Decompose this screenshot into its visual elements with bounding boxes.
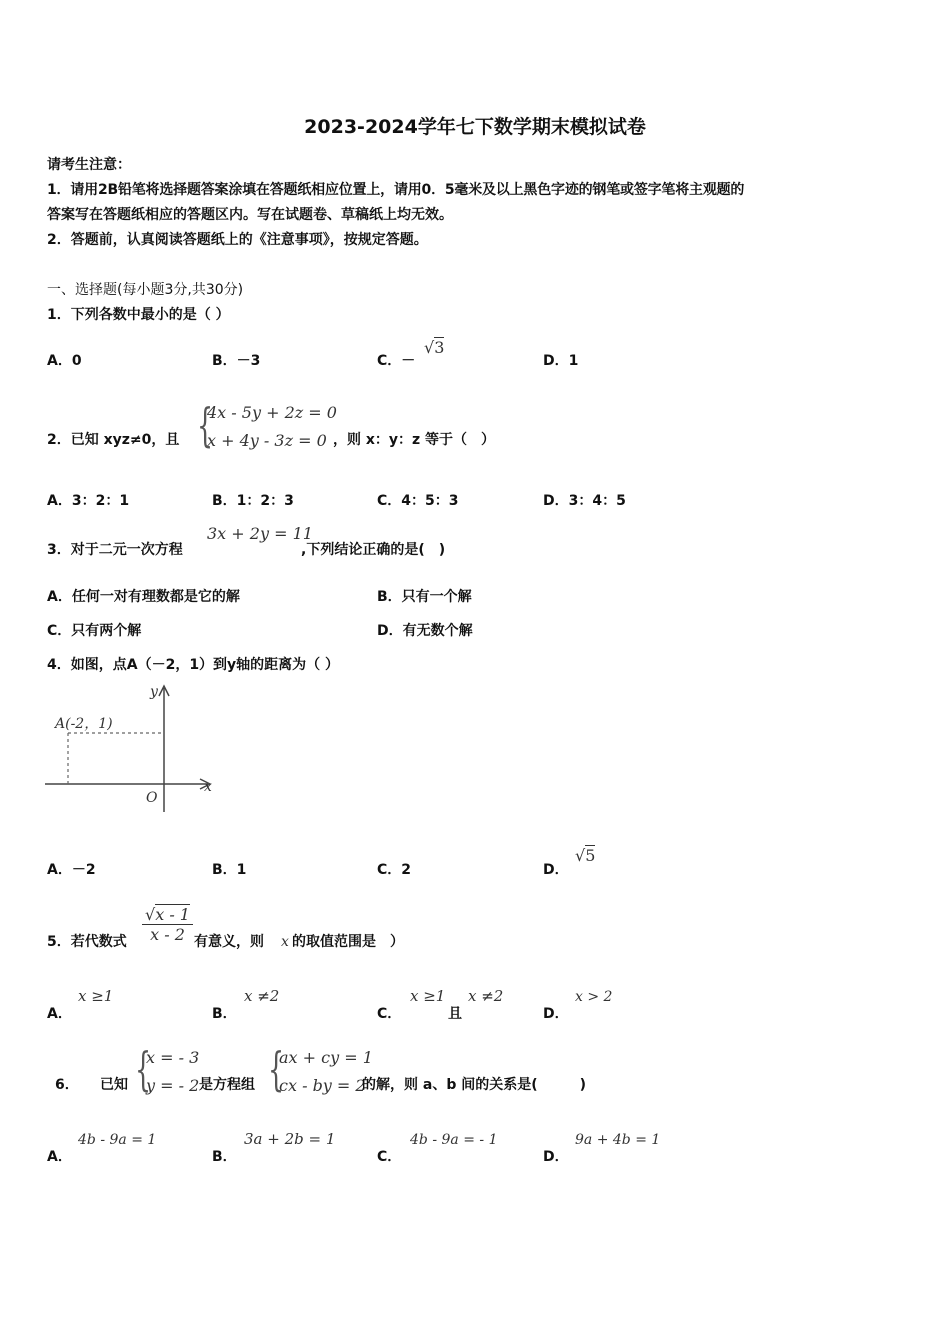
q2-equation-1: 4x - 5y + 2z = 0 (207, 403, 337, 422)
q5-variable: x (281, 934, 289, 950)
question-2-prefix: 2．已知 xyz≠0，且 (47, 432, 180, 448)
x-axis-label: x (204, 779, 212, 795)
q4-option-b: B．1 (212, 862, 247, 878)
q4-coordinate-figure (40, 678, 225, 818)
q3-option-d: D．有无数个解 (377, 623, 473, 639)
notice-line-3: 2．答题前，认真阅读答题纸上的《注意事项》，按规定答题。 (47, 232, 428, 248)
q5-option-c-and: 且 (448, 1006, 462, 1022)
question-5-prefix: 5．若代数式 (47, 934, 127, 950)
q5-option-d-label: D． (543, 1006, 569, 1022)
q5-numerator: √x - 1 (142, 905, 193, 925)
question-6-suffix: 的解，则 a、b 间的关系是( ) (362, 1077, 587, 1093)
q6-option-a-label: A． (47, 1149, 72, 1165)
q5-option-c-label: C． (377, 1006, 402, 1022)
q6-option-d: 9a + 4b = 1 (575, 1132, 661, 1148)
q5-option-c-part-2: x ≠2 (468, 987, 504, 1005)
question-3-suffix: ,下列结论正确的是( ) (301, 542, 446, 558)
q6-solution-x: x = - 3 (146, 1048, 200, 1067)
q2-equation-2: x + 4y - 3z = 0 (207, 431, 327, 450)
q5-option-a-label: A． (47, 1006, 72, 1022)
q2-option-b: B．1：2：3 (212, 493, 294, 509)
question-5-mid: 有意义，则 (194, 934, 264, 950)
origin-label: O (146, 790, 158, 806)
q5-numerator-radicand: x - 1 (155, 905, 190, 924)
question-6-prefix: 已知 (100, 1077, 128, 1093)
section-heading: 一、选择题(每小题3分,共30分) (47, 282, 244, 298)
q6-option-b: 3a + 2b = 1 (244, 1130, 336, 1148)
notice-heading: 请考生注意： (47, 157, 131, 173)
q5-option-b-label: B． (212, 1006, 237, 1022)
question-1-stem: 1．下列各数中最小的是（ ） (47, 307, 230, 323)
q6-system-eq-1: ax + cy = 1 (279, 1048, 373, 1067)
question-5-suffix: 的取值范围是 ） (292, 934, 404, 950)
q1-option-b: B．－3 (212, 353, 261, 369)
q5-option-d: x > 2 (575, 989, 613, 1005)
q6-solution-y: y = - 2 (146, 1076, 200, 1095)
q5-fraction (142, 905, 193, 944)
q4-option-d-sqrt: √5 (575, 846, 596, 865)
q6-option-c: 4b - 9a = - 1 (410, 1132, 498, 1148)
q5-option-a: x ≥1 (78, 987, 114, 1005)
q1-option-c: C．－ (377, 353, 416, 369)
q3-option-c: C．只有两个解 (47, 623, 142, 639)
question-2-suffix: ，则 x：y：z 等于（ ） (333, 432, 496, 448)
question-6-mid: 是方程组 (199, 1077, 255, 1093)
point-a-label: A(-2，1) (55, 716, 113, 732)
q5-option-c-part-1: x ≥1 (410, 987, 446, 1005)
q4-option-d: D． (543, 862, 569, 878)
y-axis-label: y (150, 684, 158, 700)
q4-option-c: C．2 (377, 862, 412, 878)
q2-option-d: D．3：4：5 (543, 493, 626, 509)
q6-system-eq-2: cx - by = 2 (279, 1076, 366, 1095)
q2-brace: { (197, 398, 214, 452)
question-3-prefix: 3．对于二元一次方程 (47, 542, 183, 558)
q1-option-d: D．1 (543, 353, 579, 369)
q6-option-d-label: D． (543, 1149, 569, 1165)
q4-option-a: A．－2 (47, 862, 96, 878)
q5-option-b: x ≠2 (244, 987, 280, 1005)
question-6-number: 6． (55, 1077, 79, 1093)
q2-option-a: A．3：2：1 (47, 493, 130, 509)
page-title: 2023-2024学年七下数学期末模拟试卷 (304, 116, 646, 138)
q6-solution-brace: { (135, 1042, 152, 1096)
q3-option-b: B．只有一个解 (377, 589, 472, 605)
q4-option-d-radicand: 5 (585, 846, 596, 865)
q6-system-brace: { (268, 1042, 285, 1096)
q3-option-a: A．任何一对有理数都是它的解 (47, 589, 240, 605)
question-4-stem: 4．如图，点A（－2，1）到y轴的距离为（ ） (47, 657, 340, 673)
notice-line-1: 1．请用2B铅笔将选择题答案涂填在答题纸相应位置上，请用0．5毫米及以上黑色字迹的钢笔或签字笔将主观题的 (47, 182, 745, 198)
q2-option-c: C．4：5：3 (377, 493, 459, 509)
q1-option-c-radicand: 3 (434, 338, 445, 357)
q3-equation: 3x + 2y = 11 (207, 524, 313, 543)
q1-option-c-sqrt: √3 (424, 338, 445, 357)
q6-option-a: 4b - 9a = 1 (78, 1132, 157, 1148)
q6-option-c-label: C． (377, 1149, 402, 1165)
q5-denominator: x - 2 (150, 925, 185, 944)
q6-option-b-label: B． (212, 1149, 237, 1165)
q1-option-a: A．0 (47, 353, 82, 369)
notice-line-2: 答案写在答题纸相应的答题区内。写在试题卷、草稿纸上均无效。 (47, 207, 453, 223)
